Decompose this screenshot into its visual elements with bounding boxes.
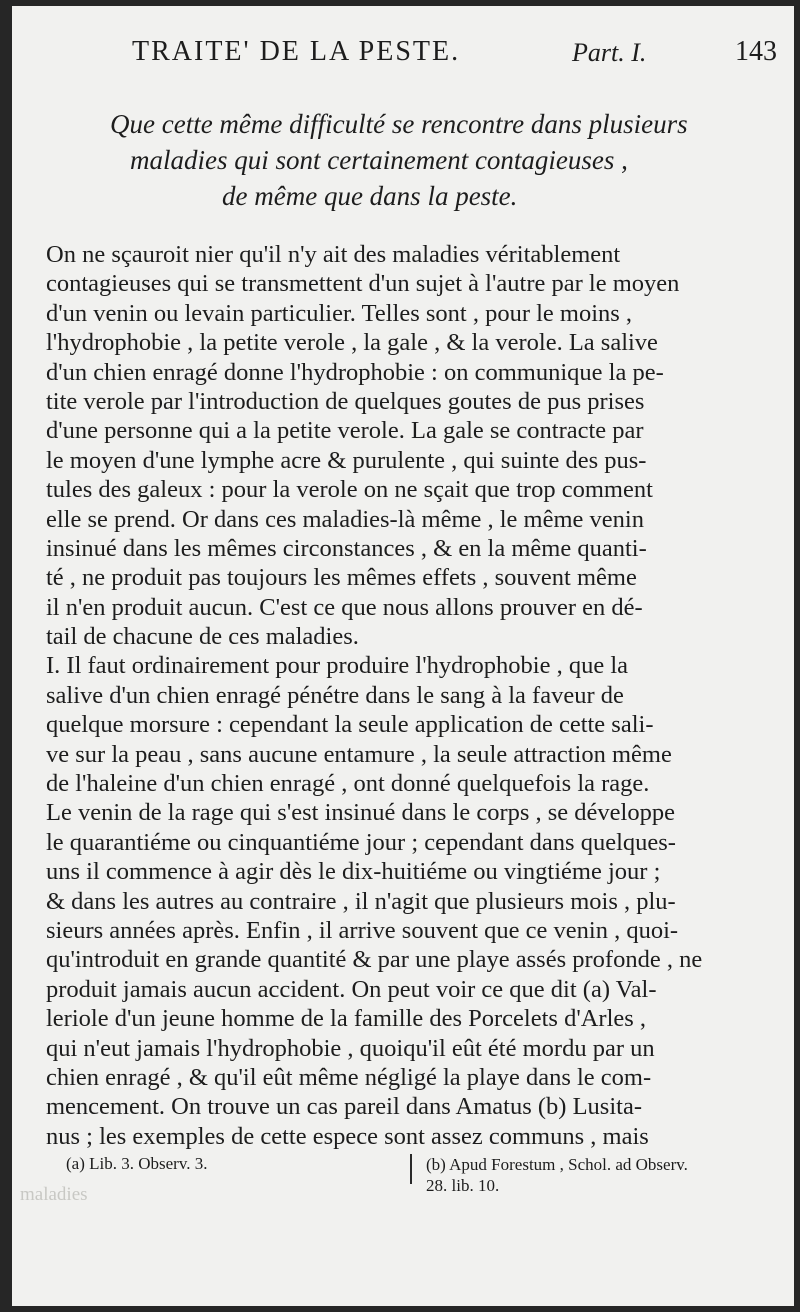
text-line: tite verole par l'introduction de quelques goutes de pus prises <box>46 387 645 415</box>
text-line: quelque morsure : cependant la seule application de cette sali- <box>46 711 654 739</box>
text-line: qu'introduit en grande quantité & par une playe assés profonde , ne <box>46 946 703 974</box>
text-line: mencement. On trouve un cas pareil dans Amatus (b) Lusita- <box>46 1093 642 1121</box>
page-number: 143 <box>735 36 777 67</box>
text-line: insinué dans les mêmes circonstances , & en la même quanti- <box>46 534 647 562</box>
footnote-b-line: 28. lib. 10. <box>426 1176 500 1195</box>
text-line: contagieuses qui se transmettent d'un sujet à l'autre par le moyen <box>46 270 680 298</box>
text-line: leriole d'un jeune homme de la famille des Porcelets d'Arles , <box>46 1005 647 1033</box>
running-header <box>132 36 777 76</box>
text-line: Le venin de la rage qui s'est insinué dans le corps , se développe <box>46 799 675 827</box>
running-title: TRAITE' DE LA PESTE. <box>132 36 461 67</box>
text-line: té , ne produit pas toujours les mêmes effets , souvent même <box>46 564 637 592</box>
text-line: il n'en produit aucun. C'est ce que nous allons prouver en dé- <box>46 593 643 621</box>
text-line: tail de chacune de ces maladies. <box>46 623 359 651</box>
text-line: & dans les autres au contraire , il n'agit que plusieurs mois , plu- <box>46 887 676 915</box>
section-heading <box>110 106 750 214</box>
text-line: le moyen d'une lymphe acre & purulente , qui suinte des pus- <box>46 446 647 474</box>
text-line: elle se prend. Or dans ces maladies-là même , le même venin <box>46 505 644 533</box>
text-line: d'une personne qui a la petite verole. La gale se contracte par <box>46 417 644 445</box>
book-page <box>12 6 794 1306</box>
text-line: I. Il faut ordinairement pour produire l'hydrophobie , que la <box>46 652 629 680</box>
text-line: d'un chien enragé donne l'hydrophobie : on communique la pe- <box>46 358 664 386</box>
text-line: le quarantiéme ou cinquantiéme jour ; cependant dans quelques- <box>46 828 676 856</box>
text-line: l'hydrophobie , la petite verole , la gale , & la verole. La salive <box>46 329 658 357</box>
footnote-divider <box>410 1154 412 1184</box>
text-line: de l'haleine d'un chien enragé , ont donné quelquefois la rage. <box>46 770 650 798</box>
text-line: uns il commence à agir dès le dix-huitiéme ou vingtiéme jour ; <box>46 858 661 886</box>
text-line: On ne sçauroit nier qu'il n'y ait des maladies véritablement <box>46 241 621 268</box>
text-line: chien enragé , & qu'il eût même négligé la playe dans le com- <box>46 1063 652 1091</box>
text-line: tules des galeux : pour la verole on ne sçait que trop comment <box>46 476 653 504</box>
body-text <box>46 240 786 1151</box>
text-line: ve sur la peau , sans aucune entamure , la seule attraction même <box>46 740 672 768</box>
part-label: Part. I. <box>572 38 647 67</box>
text-line: salive d'un chien enragé pénétre dans le sang à la faveur de <box>46 681 624 709</box>
footnote-b <box>426 1154 688 1196</box>
text-line: nus ; les exemples de cette espece sont assez communs , mais <box>46 1122 649 1150</box>
text-line: sieurs années après. Enfin , il arrive souvent que ce venin , quoi- <box>46 916 679 944</box>
footnotes <box>66 1146 766 1206</box>
text-line: qui n'eut jamais l'hydrophobie , quoiqu'il eût été mordu par un <box>46 1034 655 1062</box>
catchword: maladies <box>20 1184 88 1205</box>
text-line: produit jamais aucun accident. On peut voir ce que dit (a) Val- <box>46 975 657 1003</box>
text-line: d'un venin ou levain particulier. Telles sont , pour le moins , <box>46 299 633 327</box>
heading-line: Que cette même difficulté se rencontre dans plusieurs <box>110 109 688 139</box>
heading-line: maladies qui sont certainement contagieuses , <box>130 145 628 175</box>
heading-line: de même que dans la peste. <box>222 181 518 211</box>
footnote-a: (a) Lib. 3. Observ. 3. <box>66 1154 208 1173</box>
footnote-b-line: (b) Apud Forestum , Schol. ad Observ. <box>426 1155 688 1174</box>
